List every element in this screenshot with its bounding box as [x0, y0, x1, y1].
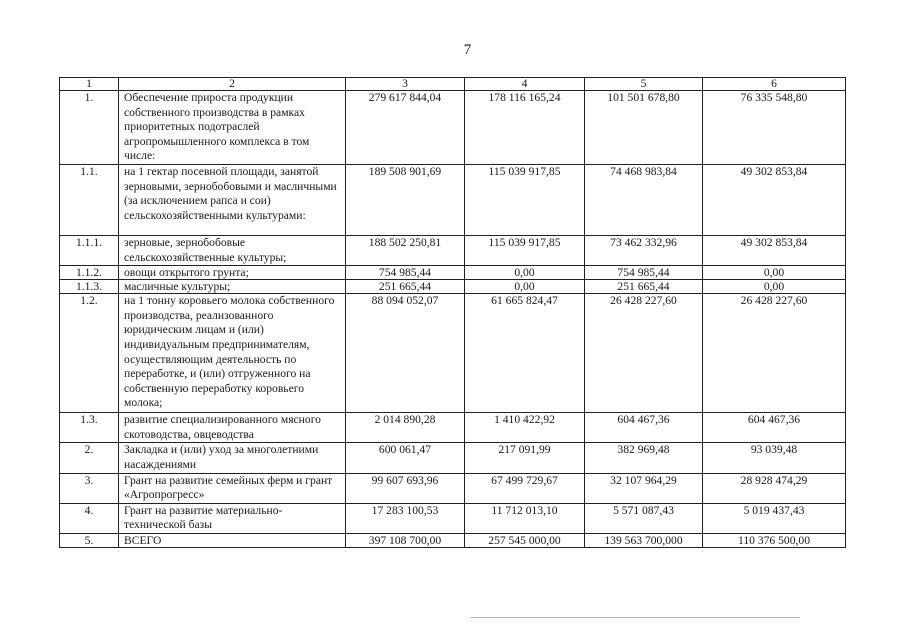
row-number: 1.2.: [60, 294, 119, 413]
page-number: 7: [463, 42, 472, 58]
cell-value: 600 061,47: [346, 443, 465, 473]
column-header: 2: [119, 78, 346, 91]
cell-value: 217 091,99: [465, 443, 585, 473]
cell-value: 1 410 422,92: [465, 413, 585, 443]
row-number: 1.3.: [60, 413, 119, 443]
cell-value: 0,00: [465, 280, 585, 294]
cell-value: 26 428 227,60: [703, 294, 846, 413]
cell-value: 279 617 844,04: [346, 91, 465, 165]
row-label: Закладка и (или) уход за многолетними насаждениями: [119, 443, 346, 473]
cell-value: 188 502 250,81: [346, 235, 465, 265]
table-row: [60, 294, 846, 413]
cell-value: 178 116 165,24: [465, 91, 585, 165]
column-header: 6: [703, 78, 846, 91]
cell-value: 0,00: [703, 280, 846, 294]
cell-value: 26 428 227,60: [585, 294, 703, 413]
cell-value: 88 094 052,07: [346, 294, 465, 413]
cell-value: 110 376 500,00: [703, 533, 846, 547]
cell-value: 67 499 729,67: [465, 473, 585, 503]
row-label: Обеспечение прироста продукции собственного производства в рамках приоритетных подотраслей агропромышленного комплекса в том числе:: [119, 91, 346, 165]
table-row: [60, 164, 846, 235]
table-row: [60, 443, 846, 473]
row-label: на 1 тонну коровьего молока собственного производства, реализованного юридическим лицам и (или) индивидуальным предпринимателям, осуществляющим деятельность по переработке, и (или) отгруженного на собственную переработку коровьего молока;: [119, 294, 346, 413]
column-header: 1: [60, 78, 119, 91]
table-row: [60, 280, 846, 294]
row-number: 5.: [60, 533, 119, 547]
column-header: 4: [465, 78, 585, 91]
table-row: [60, 473, 846, 503]
cell-value: 32 107 964,29: [585, 473, 703, 503]
scan-artifact-line: [470, 617, 800, 618]
column-header: 5: [585, 78, 703, 91]
funding-table: [59, 77, 846, 548]
cell-value: 5 571 087,43: [585, 503, 703, 533]
row-number: 3.: [60, 473, 119, 503]
cell-value: 61 665 824,47: [465, 294, 585, 413]
table-row-total: [60, 533, 846, 547]
cell-value: 0,00: [465, 266, 585, 280]
row-label: Грант на развитие семейных ферм и грант «Агропрогресс»: [119, 473, 346, 503]
cell-value: 101 501 678,80: [585, 91, 703, 165]
column-header: 3: [346, 78, 465, 91]
cell-value: 115 039 917,85: [465, 235, 585, 265]
table-row: [60, 91, 846, 165]
row-number: 4.: [60, 503, 119, 533]
row-label: масличные культуры;: [119, 280, 346, 294]
cell-value: 17 283 100,53: [346, 503, 465, 533]
cell-value: 28 928 474,29: [703, 473, 846, 503]
row-label: зерновые, зернобобовые сельскохозяйственные культуры;: [119, 235, 346, 265]
cell-value: 257 545 000,00: [465, 533, 585, 547]
cell-value: 93 039,48: [703, 443, 846, 473]
row-label: развитие специализированного мясного скотоводства, овцеводства: [119, 413, 346, 443]
cell-value: 604 467,36: [703, 413, 846, 443]
cell-value: 99 607 693,96: [346, 473, 465, 503]
table-header-row: [60, 78, 846, 91]
row-number: 1.: [60, 91, 119, 165]
cell-value: 73 462 332,96: [585, 235, 703, 265]
row-number: 1.1.1.: [60, 235, 119, 265]
table-row: [60, 503, 846, 533]
cell-value: 74 468 983,84: [585, 164, 703, 235]
cell-value: 189 508 901,69: [346, 164, 465, 235]
cell-value: 76 335 548,80: [703, 91, 846, 165]
table-row: [60, 266, 846, 280]
table-row: [60, 235, 846, 265]
cell-value: 251 665,44: [585, 280, 703, 294]
row-label: на 1 гектар посевной площади, занятой зерновыми, зернобобовыми и масличными (за исключением рапса и сои) сельскохозяйственными культурами:: [119, 164, 346, 235]
cell-value: 49 302 853,84: [703, 235, 846, 265]
cell-value: 382 969,48: [585, 443, 703, 473]
cell-value: 5 019 437,43: [703, 503, 846, 533]
cell-value: 49 302 853,84: [703, 164, 846, 235]
table-row: [60, 413, 846, 443]
row-label: Грант на развитие материально-технической базы: [119, 503, 346, 533]
row-number: 1.1.3.: [60, 280, 119, 294]
row-number: 1.1.2.: [60, 266, 119, 280]
cell-value: 11 712 013,10: [465, 503, 585, 533]
cell-value: 397 108 700,00: [346, 533, 465, 547]
cell-value: 115 039 917,85: [465, 164, 585, 235]
cell-value: 754 985,44: [346, 266, 465, 280]
cell-value: 139 563 700,000: [585, 533, 703, 547]
cell-value: 604 467,36: [585, 413, 703, 443]
cell-value: 251 665,44: [346, 280, 465, 294]
row-label: овощи открытого грунта;: [119, 266, 346, 280]
cell-value: 2 014 890,28: [346, 413, 465, 443]
row-number: 1.1.: [60, 164, 119, 235]
row-label: ВСЕГО: [119, 533, 346, 547]
cell-value: 754 985,44: [585, 266, 703, 280]
cell-value: 0,00: [703, 266, 846, 280]
row-number: 2.: [60, 443, 119, 473]
